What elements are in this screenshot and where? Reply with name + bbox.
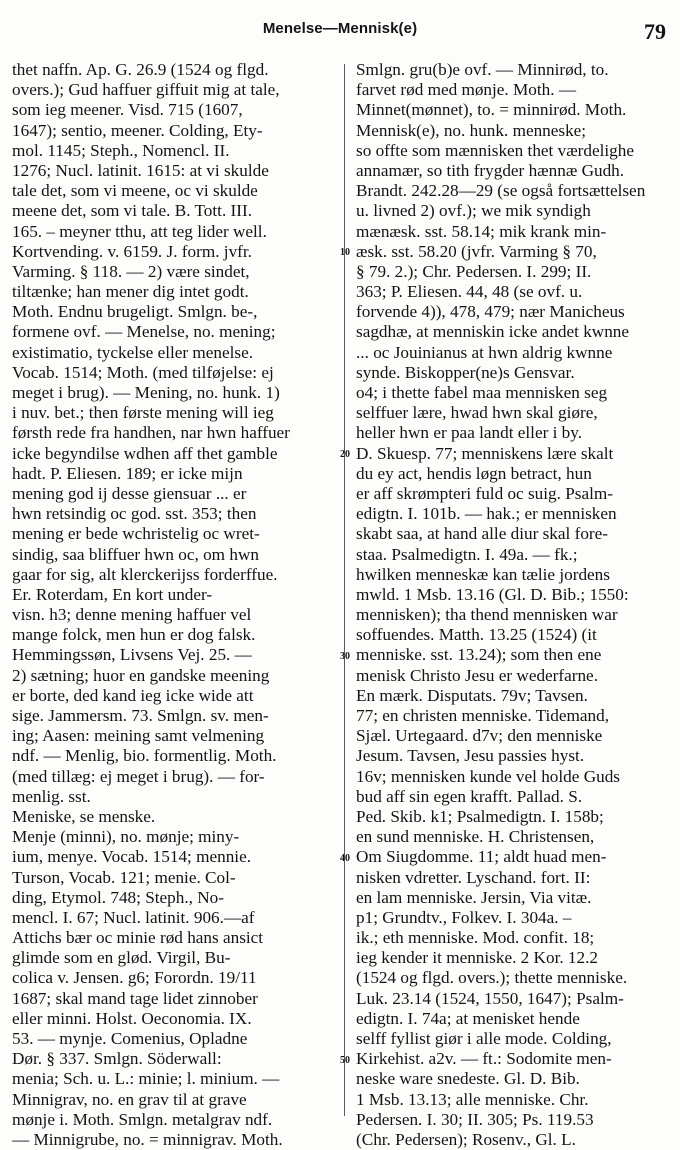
text-line: 165. – meyner tthu, att teg lider well. bbox=[12, 221, 267, 241]
text-line: staa. Psalmedigtn. I. 49a. — fk.; bbox=[356, 544, 578, 564]
text-line: Varming. § 118. — 2) være sindet, bbox=[12, 261, 250, 281]
text-line: Luk. 23.14 (1524, 1550, 1647); Psalm- bbox=[356, 988, 624, 1008]
text-line: (Chr. Pedersen); Rosenv., Gl. L. bbox=[356, 1129, 576, 1149]
text-line: Minnigrav, no. en grav til at grave bbox=[12, 1089, 247, 1109]
text-line: hwilken menneskæ kan tælie jordens bbox=[356, 564, 610, 584]
text-line: hadt. P. Eliesen. 189; er icke mijn bbox=[12, 463, 243, 483]
text-line: Mennisk(e), no. hunk. menneske; bbox=[356, 120, 587, 140]
text-line: mencl. I. 67; Nucl. latinit. 906.—af bbox=[12, 907, 255, 927]
text-line: selffuer lære, hwad hwn skal giøre, bbox=[356, 403, 598, 423]
text-line: er borte, ded kand ieg icke wide att bbox=[12, 685, 254, 705]
text-line: en lam menniske. Jersin, Via vitæ. bbox=[356, 887, 592, 907]
text-line: Meniske, se menske. bbox=[12, 806, 156, 826]
column-rule bbox=[344, 64, 345, 1116]
page-header bbox=[0, 14, 680, 44]
text-line: 16v; mennisken kunde vel holde Guds bbox=[356, 766, 620, 786]
text-line: visn. h3; denne mening haffuer vel bbox=[12, 605, 252, 625]
text-line: 53. — mynje. Comenius, Opladne bbox=[12, 1029, 248, 1048]
running-head: Menelse—Mennisk(e) bbox=[262, 20, 418, 37]
text-line: Jesum. Tavsen, Jesu passies hyst. bbox=[356, 746, 585, 766]
text-line: forvende 4)), 478, 479; nær Manicheus bbox=[356, 302, 625, 322]
text-line: mening er bede wchristelig oc wret- bbox=[12, 524, 260, 544]
text-line: so offte som mænnisken thet værdelighe bbox=[356, 140, 634, 160]
text-line: Pedersen. I. 30; II. 305; Ps. 119.53 bbox=[356, 1109, 594, 1129]
text-line: o4; i thette fabel maa mennisken seg bbox=[356, 383, 608, 402]
text-line: menniske. sst. 13.24); som then ene bbox=[356, 645, 602, 665]
text-line: du ey act, hendis løgn betract, hun bbox=[356, 463, 592, 483]
line-number: 50 bbox=[340, 1054, 350, 1066]
line-number: 10 bbox=[340, 246, 350, 258]
text-line: nisken vdretter. Lyschand. fort. II: bbox=[356, 867, 591, 887]
text-line: en sund menniske. H. Christensen, bbox=[356, 827, 595, 847]
text-line: 1687; skal mand tage lidet zinnober bbox=[12, 988, 258, 1008]
text-line: Kortvending. v. 6159. J. form. jvfr. bbox=[12, 241, 252, 261]
text-line: edigtn. I. 101b. — hak.; er mennisken bbox=[356, 504, 617, 524]
text-line: existimatio, tyckelse eller menelse. bbox=[12, 342, 254, 362]
text-line: Moth. Endnu brugeligt. Smlgn. be-, bbox=[12, 302, 258, 322]
text-line: menia; Sch. u. L.: minie; l. minium. — bbox=[12, 1069, 280, 1089]
text-line: i nuv. bet.; then første mening will ieg bbox=[12, 403, 274, 423]
text-line: tiltænke; han mener dig intet godt. bbox=[12, 282, 249, 302]
page-number: 79 bbox=[644, 19, 666, 44]
text-line: heller hwn er paa landt eller i by. bbox=[356, 423, 583, 443]
text-line: 1 Msb. 13.13; alle menniske. Chr. bbox=[356, 1089, 589, 1109]
text-line: mening god ij desse giensuar ... er bbox=[12, 483, 247, 503]
text-line: Om Siugdomme. 11; aldt huad men- bbox=[356, 847, 607, 867]
text-line: Ped. Skib. k1; Psalmedigtn. I. 158b; bbox=[356, 806, 604, 826]
text-line: (med tillæg: ej meget i brug). — for- bbox=[12, 766, 265, 786]
text-line: menisk Christo Jesu er wederfarne. bbox=[356, 665, 598, 685]
text-line: En mærk. Disputats. 79v; Tavsen. bbox=[356, 685, 588, 705]
text-line: meget i brug). — Mening, no. hunk. 1) bbox=[12, 383, 280, 402]
text-line: annamær, so tith frygder hænnæ Gudh. bbox=[356, 160, 625, 180]
right-column bbox=[356, 60, 670, 1149]
text-line: selff fyllist giør i alle mode. Colding, bbox=[356, 1029, 612, 1048]
text-line: æsk. sst. 58.20 (jvfr. Varming § 70, bbox=[356, 241, 597, 261]
text-line: ieg kender it menniske. 2 Kor. 12.2 bbox=[356, 948, 599, 968]
text-line: farvet rød med mønje. Moth. — bbox=[356, 80, 577, 100]
line-number: 20 bbox=[340, 448, 350, 460]
text-line: førsth rede fra handhen, nar hwn haffuer bbox=[12, 423, 290, 443]
text-line: (1524 og flgd. overs.); thette menniske. bbox=[356, 968, 628, 988]
text-line: hwn retsindig oc god. sst. 353; then bbox=[12, 504, 257, 524]
text-line: ... oc Jouinianus at hwn aldrig kwnne bbox=[356, 342, 613, 362]
text-line: Er. Roterdam, En kort under- bbox=[12, 584, 213, 604]
text-line: thet naffn. Ap. G. 26.9 (1524 og flgd. bbox=[12, 60, 269, 79]
text-line: — Minnigrube, no. = minnigrav. Moth. bbox=[12, 1129, 283, 1149]
text-line: 1276; Nucl. latinit. 1615: at vi skulde bbox=[12, 160, 269, 180]
text-line: u. livned 2) ovf.); we mik syndigh bbox=[356, 201, 591, 221]
text-line: Hemmingssøn, Livsens Vej. 25. — bbox=[12, 645, 252, 665]
text-line: Dør. § 337. Smlgn. Söderwall: bbox=[12, 1049, 222, 1069]
text-line: synde. Biskopper(ne)s Gensvar. bbox=[356, 362, 575, 382]
left-column bbox=[12, 60, 334, 1149]
text-line: Attichs bær oc minie rød hans ansict bbox=[12, 928, 264, 948]
text-line: eller minni. Holst. Oeconomia. IX. bbox=[12, 1008, 252, 1028]
text-line: mwld. 1 Msb. 13.16 (Gl. D. Bib.; 1550: bbox=[356, 584, 629, 604]
text-line: soffuendes. Matth. 13.25 (1524) (it bbox=[356, 625, 597, 645]
text-line: § 79. 2.); Chr. Pedersen. I. 299; II. bbox=[356, 261, 592, 281]
text-line: edigtn. I. 74a; at menisket hende bbox=[356, 1008, 580, 1028]
text-line: skabt saa, at hand alle diur skal fore- bbox=[356, 524, 608, 544]
line-number: 30 bbox=[340, 650, 350, 662]
text-line: p1; Grundtv., Folkev. I. 304a. – bbox=[356, 907, 572, 927]
text-line: mennisken); tha thend mennisken war bbox=[356, 605, 618, 625]
text-line: bud aff sin egen krafft. Pallad. S. bbox=[356, 786, 583, 806]
text-line: ing; Aasen: meining samt velmening bbox=[12, 726, 265, 746]
text-line: mange folck, men hun er dog falsk. bbox=[12, 625, 256, 645]
text-line: formene ovf. — Menelse, no. mening; bbox=[12, 322, 276, 342]
text-line: sindig, saa bliffuer hwn oc, om hwn bbox=[12, 544, 259, 564]
text-line: meene det, som vi tale. B. Tott. III. bbox=[12, 201, 253, 221]
text-line: sagdhæ, at menniskin icke andet kwnne bbox=[356, 322, 630, 342]
text-line: colica v. Jensen. g6; Forordn. 19/11 bbox=[12, 968, 257, 988]
text-line: 1647); sentio, meener. Colding, Ety- bbox=[12, 120, 263, 140]
text-line: ndf. — Menlig, bio. formentlig. Moth. bbox=[12, 746, 277, 766]
line-number: 40 bbox=[340, 852, 350, 864]
text-line: Menje (minni), no. mønje; miny- bbox=[12, 827, 240, 847]
text-line: Smlgn. gru(b)e ovf. — Minnirød, to. bbox=[356, 60, 609, 79]
text-line: mol. 1145; Steph., Nomencl. II. bbox=[12, 140, 230, 160]
text-line: D. Skuesp. 77; menniskens lære skalt bbox=[356, 443, 614, 463]
text-line: er aff skrømpteri fuld oc suig. Psalm- bbox=[356, 483, 613, 503]
text-line: 363; P. Eliesen. 44, 48 (se ovf. u. bbox=[356, 282, 583, 302]
text-line: mønje i. Moth. Smlgn. metalgrav ndf. bbox=[12, 1109, 273, 1129]
text-line: ik.; eth menniske. Mod. confit. 18; bbox=[356, 928, 595, 948]
text-line: gaar for sig, alt klerckerijss forderffue. bbox=[12, 564, 278, 584]
text-line: sige. Jammersm. 73. Smlgn. sv. men- bbox=[12, 706, 269, 725]
text-line: 2) sætning; huor en gandske meening bbox=[12, 665, 270, 685]
text-line: Sjæl. Urtegaard. d7v; den menniske bbox=[356, 726, 603, 746]
text-line: ium, menye. Vocab. 1514; mennie. bbox=[12, 847, 251, 867]
text-line: mænæsk. sst. 58.14; mik krank min- bbox=[356, 221, 607, 241]
text-line: Kirkehist. a2v. — ft.: Sodomite men- bbox=[356, 1049, 612, 1069]
text-line: Brandt. 242.28—29 (se også fortsættelsen bbox=[356, 181, 646, 201]
text-line: menlig. sst. bbox=[12, 786, 91, 806]
text-line: ding, Etymol. 748; Steph., No- bbox=[12, 887, 224, 907]
text-line: icke begyndilse wdhen aff thet gamble bbox=[12, 443, 278, 463]
text-line: Turson, Vocab. 121; menie. Col- bbox=[12, 867, 236, 887]
text-line: tale det, som vi meene, oc vi skulde bbox=[12, 181, 258, 201]
text-line: Minnet(mønnet), to. = minnirød. Moth. bbox=[356, 100, 627, 120]
text-line: som ieg meener. Visd. 715 (1607, bbox=[12, 100, 243, 120]
text-line: overs.); Gud haffuer giffuit mig at tale, bbox=[12, 80, 280, 100]
text-line: glimde som en glød. Virgil, Bu- bbox=[12, 948, 231, 968]
text-line: Vocab. 1514; Moth. (med tilføjelse: ej bbox=[12, 362, 274, 382]
text-line: neske ware snedeste. Gl. D. Bib. bbox=[356, 1069, 580, 1089]
text-line: 77; en christen menniske. Tidemand, bbox=[356, 706, 610, 725]
